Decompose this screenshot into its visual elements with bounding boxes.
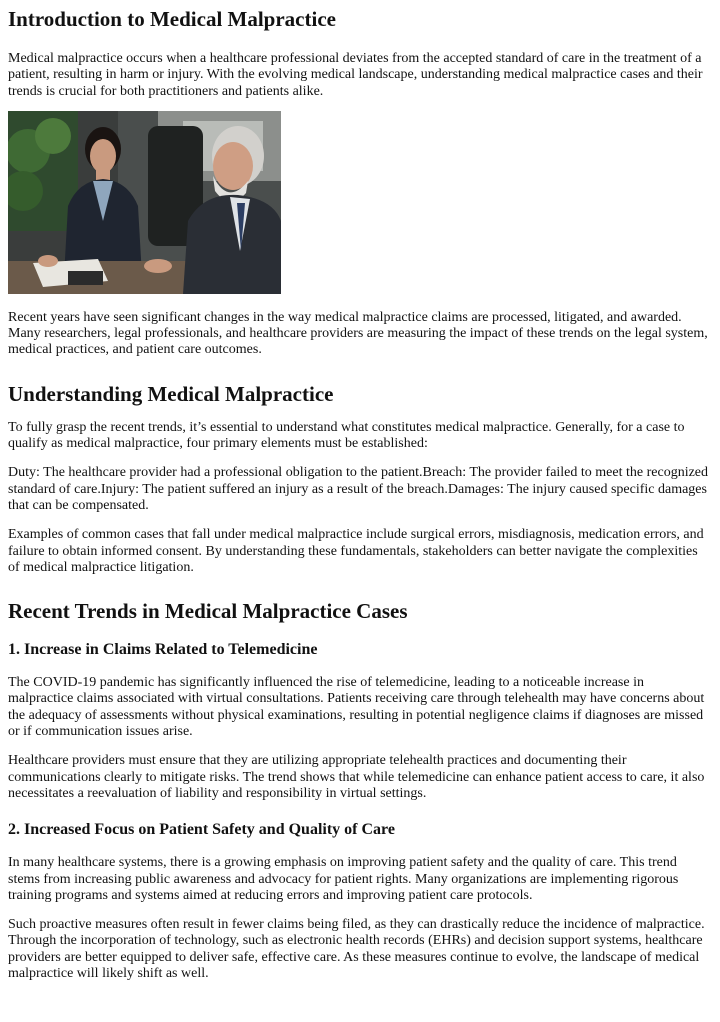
intro-paragraph-2: Recent years have seen significant changes in the way medical malpractice claims are processed, litigated, and awarded. Many researchers, legal professionals, and healthcare providers are measuring the impact of these trends on the legal system, medical practices, and patient care outcomes. (8, 309, 708, 358)
consultation-photo-illustration (8, 111, 281, 294)
understanding-heading: Understanding Medical Malpractice (8, 381, 334, 406)
article (0, 5, 720, 982)
trend-1-paragraph-2: Healthcare providers must ensure that they are utilizing appropriate telehealth practices and documenting their communications clearly to mitigate risks. The trend shows that while telemedicine can enhance patient access to care, it also necessitates a reevaluation of liability and responsibility in virtual settings. (8, 753, 705, 801)
intro-paragraph-1: Medical malpractice occurs when a healthcare professional deviates from the accepted standard of care in the treatment of a patient, resulting in harm or injury. With the evolving medical landscape, understanding medical malpractice cases and their trends is crucial for both practitioners and patients alike. (8, 51, 703, 99)
trend-2-heading: 2. Increased Focus on Patient Safety and Quality of Care (8, 821, 395, 839)
consultation-photo (8, 111, 281, 294)
understanding-paragraph-1: To fully grasp the recent trends, it’s essential to understand what constitutes medical malpractice. Generally, for a case to qualify as medical malpractice, four primary elements must be established: (8, 419, 685, 452)
intro-heading: Introduction to Medical Malpractice (8, 7, 336, 31)
trend-1-paragraph-1: The COVID-19 pandemic has significantly influenced the rise of telemedicine, leading to a noticeable increase in malpractice claims associated with virtual consultations. Patients receiving care through telehealth may have concerns about the adequacy of assessments without physical examinations, resulting in potential negligence claims if diagnoses are missed or if communication issues arise. (8, 675, 705, 740)
understanding-paragraph-3: Examples of common cases that fall under medical malpractice include surgical errors, misdiagnosis, medication errors, and failure to obtain informed consent. By understanding these fundamentals, stakeholders can better navigate the complexities of medical malpractice litigation. (8, 527, 704, 575)
trend-2-paragraph-1: In many healthcare systems, there is a growing emphasis on improving patient safety and the quality of care. This trend stems from increasing public awareness and advocacy for patient rights. Many organizations are implementing rigorous training programs and systems aimed at reducing errors and improving patient care protocols. (8, 855, 679, 903)
trends-heading: Recent Trends in Medical Malpractice Cases (8, 599, 408, 624)
trend-2-paragraph-2: Such proactive measures often result in fewer claims being filed, as they can drastically reduce the incidence of malpractice. Through the incorporation of technology, such as electronic health records (EHRs) and decision support systems, healthcare providers are better equipped to deliver safe, effective care. As these measures continue to evolve, the landscape of medical malpractice will likely shift as well. (8, 917, 705, 982)
understanding-paragraph-2: Duty: The healthcare provider had a professional obligation to the patient.Breach: The provider failed to meet the recognized standard of care.Injury: The patient suffered an injury as a result of the breach.Damages: The injury caused specific damages that can be compensated. (8, 465, 709, 513)
trend-1-heading: 1. Increase in Claims Related to Telemedicine (8, 641, 318, 659)
